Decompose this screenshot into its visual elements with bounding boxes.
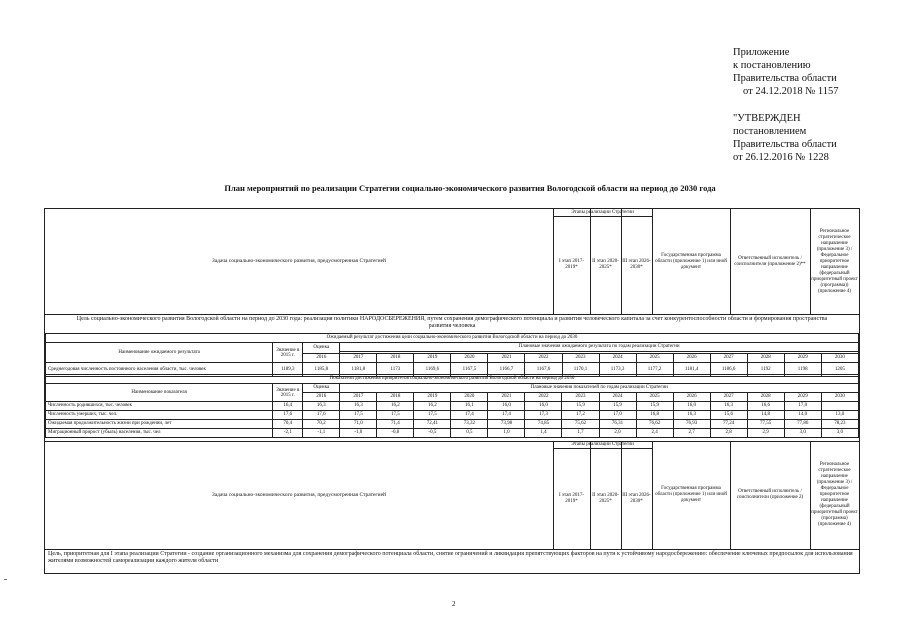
base-value: 70,4: [273, 420, 303, 429]
plan-values-header: Плановые значения ожидаемого результата по годам реализации Стратегии: [340, 343, 859, 352]
year-cell: 2020: [451, 354, 488, 363]
row-name: Численность умерших, тыс. чел.: [46, 411, 273, 420]
stage-3-header: III этап 2026-2030*: [622, 492, 651, 504]
value-cell: 76,31: [599, 420, 636, 429]
year-cell: 2027: [710, 354, 747, 363]
value-cell: 15,9: [636, 402, 673, 411]
value-cell: 17,0: [784, 402, 821, 411]
approval-line: к постановлению: [733, 60, 811, 71]
year-cell: 2028: [747, 354, 784, 363]
value-cell: 1170,1: [562, 363, 599, 377]
table-row: [46, 429, 859, 438]
value-cell: 17,4: [488, 411, 525, 420]
base-value: 17,6: [273, 411, 303, 420]
result-name-header: Наименование ожидаемого результата: [46, 343, 273, 363]
value-cell: 17,5: [414, 411, 451, 420]
value-cell: 1205: [821, 363, 858, 377]
value-cell: 77,24: [710, 420, 747, 429]
table-header-1: [45, 209, 859, 314]
regional-direction-header: Региональное стратегическое направление (приложение 3) / Федеральное приоритетное направление (федеральный приоритетный проект (программа) (приложение 4): [811, 462, 858, 527]
estimate-header: Оценка: [303, 343, 340, 354]
value-cell: 1166,7: [488, 363, 525, 377]
base-value: 16,4: [273, 402, 303, 411]
value-cell: 77,55: [747, 420, 784, 429]
scan-mark: [4, 579, 7, 580]
approval-line: Приложение: [733, 47, 790, 58]
base-value: -2,1: [273, 429, 303, 438]
task-header: Задача социально-экономического развития, предусмотренная Стратегией: [211, 491, 386, 498]
value-cell: 16,3: [710, 402, 747, 411]
year-cell: 2018: [377, 354, 414, 363]
row-name: Миграционный прирост (убыль) населения, тыс. чел: [46, 429, 273, 438]
value-cell: 15,9: [599, 402, 636, 411]
stage-3-header: III этап 2026-2030*: [622, 259, 651, 270]
value-cell: 1177,2: [636, 363, 673, 377]
year-cell: 2025: [636, 393, 673, 402]
expected-result-table: [45, 333, 859, 377]
value-cell: 1173,3: [599, 363, 636, 377]
goal-statement: Цель социально-экономического развития Вологодской области на период до 2030 года: реализация политики НАРОДОСБЕРЕЖЕНИЯ, путем сохранения демографического потенциала и развития человеческого капитала за счет конкурентоспособности области и формирования пространства развития человека: [76, 316, 828, 329]
value-cell: 16,3: [303, 402, 340, 411]
year-cell: 2018: [377, 393, 414, 402]
value-cell: 16,3: [340, 402, 377, 411]
value-cell: 76,62: [636, 420, 673, 429]
value-cell: 1186,6: [710, 363, 747, 377]
value-cell: 16,0: [488, 402, 525, 411]
approved-line: "УТВЕРЖДЕН: [733, 113, 801, 124]
approved-line: Правительства области: [733, 139, 837, 150]
year-cell: 2027: [710, 393, 747, 402]
year-cell: 2022: [525, 393, 562, 402]
value-cell: 17,6: [303, 411, 340, 420]
table-row: [46, 411, 859, 420]
row-name: Среднегодовая численность постоянного населения области, тыс. человек: [46, 363, 273, 377]
base-year-header: Значение в 2015 г.: [273, 384, 303, 402]
stage-1-header: I этап 2017-2019*: [558, 492, 585, 504]
value-cell: 13,0: [821, 411, 858, 420]
value-cell: 76,93: [673, 420, 710, 429]
indicator-name-header: Наименование показателя: [46, 384, 273, 402]
year-cell: 2026: [673, 393, 710, 402]
value-cell: 15,9: [562, 402, 599, 411]
table-row: [46, 420, 859, 429]
year-cell: 2023: [562, 354, 599, 363]
value-cell: 17,3: [525, 411, 562, 420]
year-cell: 2022: [525, 354, 562, 363]
stage-2-header: II этап 2020-2025*: [592, 492, 619, 504]
value-cell: 1185,8: [303, 363, 340, 377]
value-cell: 16,1: [451, 402, 488, 411]
stages-caption: Этапы реализации Стратегии: [571, 441, 634, 447]
value-cell: 1198: [784, 363, 821, 377]
approved-line: от 26.12.2016 № 1228: [733, 152, 829, 163]
year-cell: 2029: [784, 354, 821, 363]
value-cell: 0,5: [451, 429, 488, 438]
value-cell: 1,4: [525, 429, 562, 438]
year-cell: 2026: [673, 354, 710, 363]
value-cell: 1,0: [488, 429, 525, 438]
stage-2-header: II этап 2020-2025*: [592, 259, 619, 270]
year-cell: 2025: [636, 354, 673, 363]
value-cell: -1,1: [303, 429, 340, 438]
program-header: Государственная программа области (приложение 1) или иной документ: [655, 486, 727, 503]
responsible-header: Ответственный исполнитель / соисполнители (приложение 2): [736, 489, 804, 500]
value-cell: 1167,6: [525, 363, 562, 377]
value-cell: 2,0: [599, 429, 636, 438]
stage-1-goal: Цель, приоритетная для I этапа реализации Стратегии - создание организационного механизма для сохранения демографического потенциала области, снятие ограничений и ликвидация препятствующих факторов на пути к устойчивому народосбережению: обеспечение ключевых предпосылок для использования жителями возможностей самореализации каждого жителя области: [48, 551, 853, 564]
year-cell: 2029: [784, 393, 821, 402]
value-cell: 2,7: [673, 429, 710, 438]
value-cell: -0,5: [414, 429, 451, 438]
value-cell: 73,98: [488, 420, 525, 429]
value-cell: 71,4: [377, 420, 414, 429]
stages-caption: Этапы реализации Стратегии: [571, 209, 634, 215]
regional-direction-header: Региональное стратегическое направление (приложение 3) / Федеральное приоритетное направление (федеральный приоритетный проект (программа)) (приложение 4): [811, 228, 858, 294]
year-cell: 2023: [562, 393, 599, 402]
value-cell: 73,32: [451, 420, 488, 429]
value-cell: 16,0: [525, 402, 562, 411]
approved-line: постановлением: [733, 126, 807, 137]
value-cell: 1192: [747, 363, 784, 377]
document-title: План мероприятий по реализации Стратегии социально-экономического развития Вологодской области на период до 2030 года: [224, 183, 716, 193]
table-row: [46, 402, 859, 411]
base-value: 1189,3: [273, 363, 303, 377]
value-cell: 15,6: [710, 411, 747, 420]
value-cell: 2,9: [747, 429, 784, 438]
year-cell: 2024: [599, 354, 636, 363]
indicators-table-caption: Показатели достижения приоритетов социально-экономического развития Вологодской области на период до 2030: [46, 375, 859, 384]
value-cell: 16,2: [414, 402, 451, 411]
year-cell: 2016: [303, 354, 340, 363]
value-cell: 70,2: [303, 420, 340, 429]
value-cell: 78,23: [821, 420, 858, 429]
value-cell: 14,8: [747, 411, 784, 420]
approval-block: [733, 46, 893, 164]
value-cell: 1181,4: [673, 363, 710, 377]
value-cell: 16,8: [636, 411, 673, 420]
value-cell: 72,41: [414, 420, 451, 429]
value-cell: 1,7: [562, 429, 599, 438]
year-cell: 2021: [488, 393, 525, 402]
table-header-2: [45, 441, 859, 549]
value-cell: 3,0: [821, 429, 858, 438]
year-cell: 2028: [747, 393, 784, 402]
value-cell: 77,86: [784, 420, 821, 429]
year-cell: 2017: [340, 393, 377, 402]
year-cell: 2021: [488, 354, 525, 363]
value-cell: 2,4: [636, 429, 673, 438]
estimate-header: Оценка: [303, 384, 340, 393]
value-cell: 2,8: [710, 429, 747, 438]
value-cell: 17,4: [451, 411, 488, 420]
value-cell: 16,3: [673, 411, 710, 420]
task-header: Задача социально-экономического развития, предусмотренная Стратегией: [211, 258, 386, 265]
row-name: Ожидаемая продолжительность жизни при рождении, лет: [46, 420, 273, 429]
value-cell: 17,5: [377, 411, 414, 420]
year-cell: 2019: [414, 354, 451, 363]
plan-table: [44, 208, 860, 574]
plan-values-header: Плановые значения показателей по годам реализации Стратегии: [340, 384, 859, 393]
value-cell: 16,2: [377, 402, 414, 411]
value-cell: 17,0: [599, 411, 636, 420]
value-cell: 16,0: [673, 402, 710, 411]
value-cell: -0,8: [377, 429, 414, 438]
approval-line: от 24.12.2018 № 1157: [743, 86, 839, 97]
value-cell: 1169,6: [414, 363, 451, 377]
value-cell: 16,6: [747, 402, 784, 411]
responsible-header: Ответственный исполнитель / соисполнители (приложение 2)**: [734, 255, 806, 267]
approval-line: Правительства области: [733, 73, 837, 84]
base-year-header: Значение в 2015 г.: [273, 343, 303, 363]
stage-1-header: I этап 2017-2019*: [558, 259, 585, 270]
value-cell: 14,0: [784, 411, 821, 420]
value-cell: 1167,5: [451, 363, 488, 377]
value-cell: -1,0: [340, 429, 377, 438]
year-cell: 2017: [340, 354, 377, 363]
value-cell: 1181,8: [340, 363, 377, 377]
value-cell: 74,85: [525, 420, 562, 429]
year-cell: 2020: [451, 393, 488, 402]
value-cell: 71,0: [340, 420, 377, 429]
row-name: Численность родившихся, тыс. человек: [46, 402, 273, 411]
value-cell: 1173: [377, 363, 414, 377]
year-cell: 2019: [414, 393, 451, 402]
program-header: Государственная программа области (приложение 1) или иной документ: [655, 252, 727, 270]
value-cell: 17,5: [340, 411, 377, 420]
year-cell: 2024: [599, 393, 636, 402]
result-table-caption: Ожидаемый результат достижения цели социально-экономического развития Вологодской области на период до 2030: [46, 334, 859, 343]
page-number: 2: [452, 600, 456, 608]
indicators-table: [45, 374, 859, 438]
year-cell: 2030: [821, 354, 858, 363]
value-cell: 75,62: [562, 420, 599, 429]
year-cell: 2016: [303, 393, 340, 402]
value-cell: 3,0: [784, 429, 821, 438]
value-cell: [821, 402, 858, 411]
year-cell: 2030: [821, 393, 858, 402]
value-cell: 17,2: [562, 411, 599, 420]
